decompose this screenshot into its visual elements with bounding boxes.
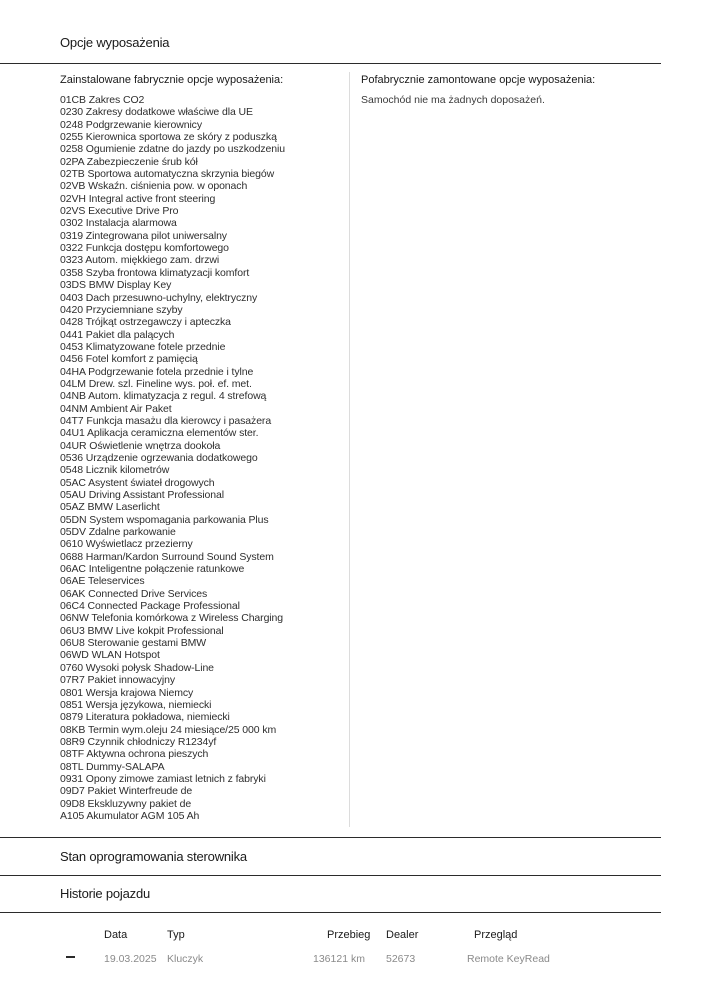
option-item xyxy=(60,761,345,773)
section-divider xyxy=(0,63,661,64)
option-code: 0302 xyxy=(60,217,83,230)
option-item xyxy=(60,711,345,723)
option-code: 04U1 xyxy=(60,427,85,440)
option-item xyxy=(60,94,345,106)
option-name: Telefonia komórkowa z Wireless Charging xyxy=(91,612,284,625)
option-name: Driving Assistant Professional xyxy=(88,489,225,501)
option-name: Przyciemniane szyby xyxy=(85,303,183,316)
aftermarket-options-column xyxy=(361,74,661,106)
option-name: Oświetlenie wnętrza dookoła xyxy=(89,439,221,452)
option-item xyxy=(60,674,345,686)
option-name: Aplikacja ceramiczna elementów ster. xyxy=(86,427,259,440)
option-code: 0931 xyxy=(60,772,83,785)
option-name: System wspomagania parkowania Plus xyxy=(89,513,269,526)
option-item xyxy=(60,254,345,266)
option-code: 08TL xyxy=(60,760,84,773)
option-item xyxy=(60,205,345,217)
option-code: 03DS xyxy=(60,279,86,292)
history-header-date: Data xyxy=(104,929,128,941)
option-name: BMW Live kokpit Professional xyxy=(87,624,224,637)
option-code: 07R7 xyxy=(60,674,85,687)
option-code: 0760 xyxy=(60,661,83,674)
section-divider xyxy=(0,875,661,876)
option-item xyxy=(60,378,345,390)
factory-options-heading: Zainstalowane fabrycznie opcje wyposażenia: xyxy=(60,74,284,86)
option-item xyxy=(60,514,345,526)
option-code: 08R9 xyxy=(60,735,85,748)
software-section-title[interactable]: Stan oprogramowania sterownika xyxy=(60,849,247,864)
option-name: Czynnik chłodniczy R1234yf xyxy=(87,735,217,748)
option-item xyxy=(60,551,345,563)
option-name: Zabezpieczenie śrub kół xyxy=(86,155,198,168)
factory-options-column xyxy=(60,74,345,822)
option-item xyxy=(60,267,345,279)
option-name: Literatura pokładowa, niemiecki xyxy=(85,711,230,724)
option-code: 06U3 xyxy=(60,624,85,637)
option-code: 05AZ xyxy=(60,501,85,514)
option-item xyxy=(60,477,345,489)
option-name: Urządzenie ogrzewania dodatkowego xyxy=(85,451,258,464)
option-item xyxy=(60,600,345,612)
factory-options-list xyxy=(60,94,345,822)
option-code: 06AE xyxy=(60,575,86,588)
option-item xyxy=(60,736,345,748)
history-header-type: Typ xyxy=(167,929,185,941)
option-item xyxy=(60,440,345,452)
option-name: BMW Display Key xyxy=(88,279,172,292)
option-item xyxy=(60,106,345,118)
option-item xyxy=(60,168,345,180)
option-code: 0428 xyxy=(60,316,83,329)
option-name: Klimatyzowane fotele przednie xyxy=(85,340,226,353)
section-divider xyxy=(0,837,661,838)
option-item xyxy=(60,785,345,797)
option-item xyxy=(60,366,345,378)
option-code: 09D7 xyxy=(60,785,85,798)
option-name: Fotel komfort z pamięcią xyxy=(85,353,198,366)
option-name: Wersja językowa, niemiecki xyxy=(85,698,212,711)
history-row-date: 19.03.2025 xyxy=(104,953,157,965)
option-code: 0322 xyxy=(60,242,83,255)
option-code: 04NM xyxy=(60,402,88,415)
option-code: 05DN xyxy=(60,513,87,526)
equipment-section-title: Opcje wyposażenia xyxy=(60,35,170,50)
option-code: 0403 xyxy=(60,291,83,304)
option-code: A105 xyxy=(60,809,85,822)
option-item xyxy=(60,810,345,822)
option-code: 06AK xyxy=(60,587,86,600)
option-code: 05AC xyxy=(60,476,86,489)
option-name: Zdalne parkowanie xyxy=(88,526,176,539)
option-name: Opony zimowe zamiast letnich z fabryki xyxy=(85,772,266,785)
option-name: Akumulator AGM 105 Ah xyxy=(86,809,200,822)
option-name: Drew. szl. Fineline wys. poł. ef. met. xyxy=(88,377,252,390)
option-code: 0323 xyxy=(60,254,83,267)
option-name: Connected Package Professional xyxy=(87,600,240,613)
aftermarket-note: Samochód nie ma żadnych doposażeń. xyxy=(361,94,545,106)
option-item xyxy=(60,242,345,254)
option-code: 04NB xyxy=(60,390,86,403)
option-item xyxy=(60,341,345,353)
option-name: Trójkąt ostrzegawczy i apteczka xyxy=(85,316,231,329)
option-code: 02VS xyxy=(60,205,86,218)
option-name: Termin wym.oleju 24 miesiące/25 000 km xyxy=(87,723,277,736)
option-code: 05AU xyxy=(60,489,86,501)
option-item xyxy=(60,329,345,341)
option-item xyxy=(60,526,345,538)
option-code: 0536 xyxy=(60,451,83,464)
option-item xyxy=(60,415,345,427)
option-code: 0801 xyxy=(60,686,83,699)
option-name: Pakiet dla palących xyxy=(85,328,175,341)
option-name: Ekskluzywny pakiet de xyxy=(87,797,192,810)
option-item xyxy=(60,588,345,600)
option-code: 0441 xyxy=(60,328,83,341)
option-name: Podgrzewanie fotela przednie i tylne xyxy=(88,365,254,378)
option-code: 0230 xyxy=(60,106,83,119)
option-name: Ambient Air Paket xyxy=(89,402,172,415)
option-item xyxy=(60,464,345,476)
aftermarket-options-heading: Pofabrycznie zamontowane opcje wyposażenia: xyxy=(361,74,596,86)
option-name: Szyba frontowa klimatyzacji komfort xyxy=(85,266,250,279)
option-code: 0453 xyxy=(60,340,83,353)
option-code: 0258 xyxy=(60,143,83,156)
option-item xyxy=(60,687,345,699)
option-code: 0319 xyxy=(60,229,83,242)
collapse-row-icon[interactable] xyxy=(66,956,75,958)
option-item xyxy=(60,353,345,365)
option-name: Integral active front steering xyxy=(88,192,216,205)
option-name: Sportowa automatyczna skrzynia biegów xyxy=(87,168,275,181)
option-item xyxy=(60,279,345,291)
option-code: 0879 xyxy=(60,711,83,724)
history-header-dealer: Dealer xyxy=(386,929,419,941)
history-row-dealer: 52673 xyxy=(386,953,416,965)
option-name: Zintegrowana pilot uniwersalny xyxy=(85,229,227,242)
option-item xyxy=(60,304,345,316)
option-item xyxy=(60,649,345,661)
option-name: Autom. miękkiego zam. drzwi xyxy=(85,254,220,267)
option-code: 01CB xyxy=(60,94,86,106)
option-item xyxy=(60,575,345,587)
option-name: Wersja krajowa Niemcy xyxy=(85,686,194,699)
option-code: 0255 xyxy=(60,131,83,144)
option-name: Zakresy dodatkowe właściwe dla UE xyxy=(85,106,253,119)
option-name: Connected Drive Services xyxy=(88,587,208,600)
option-item xyxy=(60,390,345,402)
option-item xyxy=(60,143,345,155)
option-item xyxy=(60,131,345,143)
option-name: Wyświetlacz przezierny xyxy=(85,538,193,551)
option-item xyxy=(60,217,345,229)
column-divider xyxy=(349,72,350,827)
option-name: Kierownica sportowa ze skóry z poduszką xyxy=(85,131,277,144)
option-name: Sterowanie gestami BMW xyxy=(87,637,207,650)
option-code: 04HA xyxy=(60,365,86,378)
section-divider xyxy=(0,912,661,913)
option-name: Ogumienie zdatne do jazdy po uszkodzeniu xyxy=(85,143,285,156)
option-code: 0851 xyxy=(60,698,83,711)
option-name: Dummy-SALAPA xyxy=(85,760,165,773)
option-name: Wskaźn. ciśnienia pow. w oponach xyxy=(88,180,248,193)
option-code: 06C4 xyxy=(60,600,85,613)
option-code: 08KB xyxy=(60,723,86,736)
option-code: 0688 xyxy=(60,550,83,563)
option-item xyxy=(60,489,345,501)
history-row-mileage: 136121 km xyxy=(313,953,365,965)
option-code: 02VH xyxy=(60,192,86,205)
option-code: 09D8 xyxy=(60,797,85,810)
option-item xyxy=(60,156,345,168)
option-name: Funkcja masażu dla kierowcy i pasażera xyxy=(86,414,272,427)
option-item xyxy=(60,724,345,736)
option-item xyxy=(60,452,345,464)
option-code: 04T7 xyxy=(60,414,84,427)
option-code: 02PA xyxy=(60,155,84,168)
option-code: 0548 xyxy=(60,464,83,477)
option-item xyxy=(60,180,345,192)
option-code: 02VB xyxy=(60,180,86,193)
option-name: Executive Drive Pro xyxy=(88,205,179,218)
option-name: Funkcja dostępu komfortowego xyxy=(85,242,229,255)
option-name: Podgrzewanie kierownicy xyxy=(85,118,202,131)
option-code: 0420 xyxy=(60,303,83,316)
option-item xyxy=(60,501,345,513)
option-code: 0456 xyxy=(60,353,83,366)
option-name: Zakres CO2 xyxy=(88,94,145,106)
option-item xyxy=(60,699,345,711)
option-code: 02TB xyxy=(60,168,85,181)
option-item xyxy=(60,637,345,649)
option-item xyxy=(60,119,345,131)
option-code: 0610 xyxy=(60,538,83,551)
option-item xyxy=(60,798,345,810)
history-header-mileage: Przebieg xyxy=(327,929,371,941)
option-name: Instalacja alarmowa xyxy=(85,217,177,230)
option-code: 0248 xyxy=(60,118,83,131)
option-name: Asystent świateł drogowych xyxy=(88,476,215,489)
option-code: 05DV xyxy=(60,526,86,539)
option-code: 06AC xyxy=(60,563,86,576)
option-name: Wysoki połysk Shadow-Line xyxy=(85,661,214,674)
option-name: Dach przesuwno-uchylny, elektryczny xyxy=(85,291,258,304)
option-name: Autom. klimatyzacja z regul. 4 strefową xyxy=(88,390,267,403)
option-name: WLAN Hotspot xyxy=(91,649,160,662)
option-code: 04LM xyxy=(60,377,86,390)
option-item xyxy=(60,662,345,674)
option-item xyxy=(60,773,345,785)
option-name: Pakiet Winterfreude de xyxy=(87,785,193,798)
history-row-service: Remote KeyRead xyxy=(467,953,550,965)
option-code: 08TF xyxy=(60,748,85,761)
option-name: Teleservices xyxy=(87,575,145,588)
option-item xyxy=(60,748,345,760)
option-code: 06WD xyxy=(60,649,89,662)
option-item xyxy=(60,563,345,575)
option-item xyxy=(60,316,345,328)
option-code: 06NW xyxy=(60,612,89,625)
option-item xyxy=(60,612,345,624)
option-code: 06U8 xyxy=(60,637,85,650)
option-name: Pakiet innowacyjny xyxy=(87,674,176,687)
option-item xyxy=(60,403,345,415)
option-code: 0358 xyxy=(60,266,83,279)
option-item xyxy=(60,427,345,439)
option-name: Aktywna ochrona pieszych xyxy=(86,748,209,761)
option-name: Inteligentne połączenie ratunkowe xyxy=(88,563,245,576)
option-code: 04UR xyxy=(60,439,87,452)
option-item xyxy=(60,292,345,304)
history-row-type: Kluczyk xyxy=(167,953,204,965)
option-name: Licznik kilometrów xyxy=(85,464,170,477)
option-item xyxy=(60,193,345,205)
option-name: Harman/Kardon Surround Sound System xyxy=(85,550,274,563)
history-section-title[interactable]: Historie pojazdu xyxy=(60,886,151,901)
option-item xyxy=(60,538,345,550)
option-item xyxy=(60,625,345,637)
history-header-service: Przegląd xyxy=(474,929,518,941)
option-item xyxy=(60,230,345,242)
option-name: BMW Laserlicht xyxy=(87,501,160,514)
